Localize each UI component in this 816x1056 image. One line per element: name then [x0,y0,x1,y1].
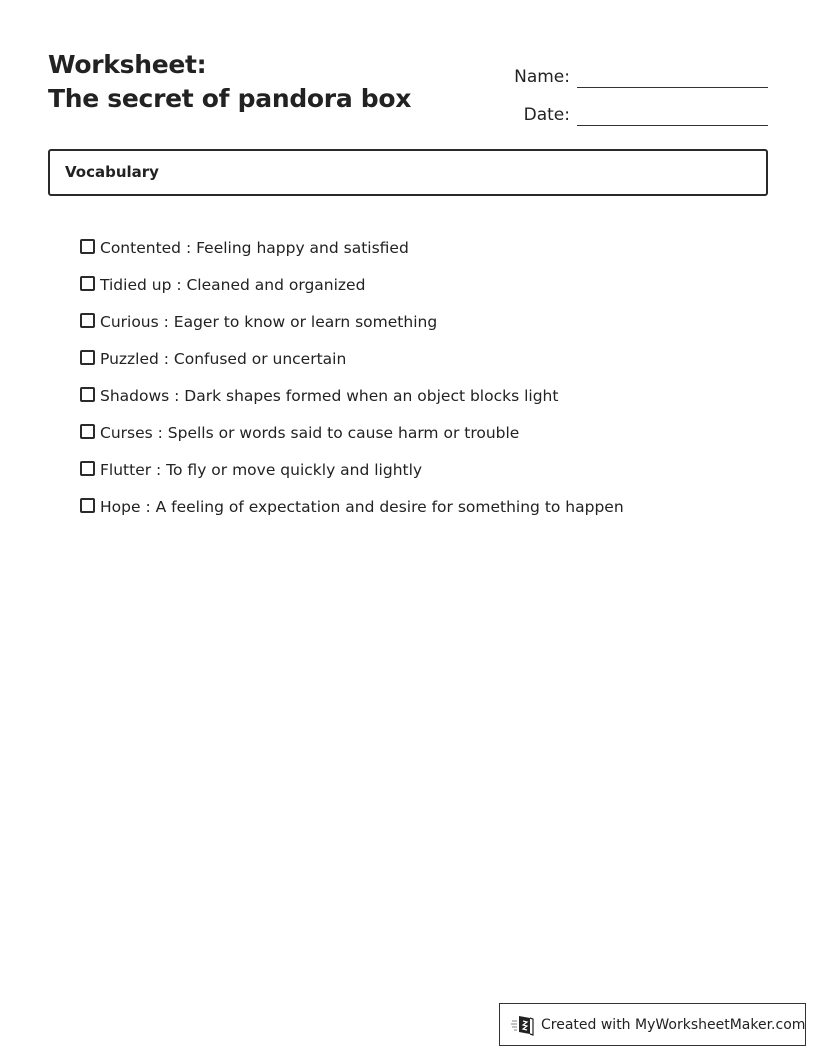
title-line-1: Worksheet: [48,50,207,79]
checkbox[interactable] [80,350,95,365]
list-item [80,488,624,525]
checkbox[interactable] [80,498,95,513]
vocab-text: Shadows : Dark shapes formed when an object blocks light [100,386,559,405]
list-item [80,377,624,414]
date-row [495,88,768,126]
worksheet-title [48,48,411,116]
checkbox[interactable] [80,276,95,291]
list-item [80,340,624,377]
list-item [80,229,624,266]
checkbox[interactable] [80,461,95,476]
vocab-text: Contented : Feeling happy and satisfied [100,238,409,257]
section-title: Vocabulary [65,163,159,181]
title-line-2: The secret of pandora box [48,84,412,113]
footer-text: Created with MyWorksheetMaker.com [541,1016,806,1033]
name-label: Name: [514,67,570,87]
vocab-text: Hope : A feeling of expectation and desire for something to happen [100,497,624,516]
checkbox[interactable] [80,424,95,439]
worksheet-logo-icon [511,1014,535,1036]
checkbox[interactable] [80,239,95,254]
footer-credit[interactable] [499,1003,806,1046]
name-row [495,50,768,88]
vocabulary-list [80,229,624,525]
checkbox[interactable] [80,313,95,328]
vocabulary-section-header [48,149,768,196]
list-item [80,414,624,451]
vocab-text: Curious : Eager to know or learn something [100,312,438,331]
list-item [80,451,624,488]
list-item [80,266,624,303]
name-field[interactable] [577,61,768,88]
vocab-text: Flutter : To fly or move quickly and lightly [100,460,423,479]
date-label: Date: [523,105,570,125]
vocab-text: Curses : Spells or words said to cause harm or trouble [100,423,520,442]
student-info [495,50,768,126]
list-item [80,303,624,340]
vocab-text: Puzzled : Confused or uncertain [100,349,347,368]
checkbox[interactable] [80,387,95,402]
date-field[interactable] [577,99,768,126]
vocab-text: Tidied up : Cleaned and organized [100,275,366,294]
